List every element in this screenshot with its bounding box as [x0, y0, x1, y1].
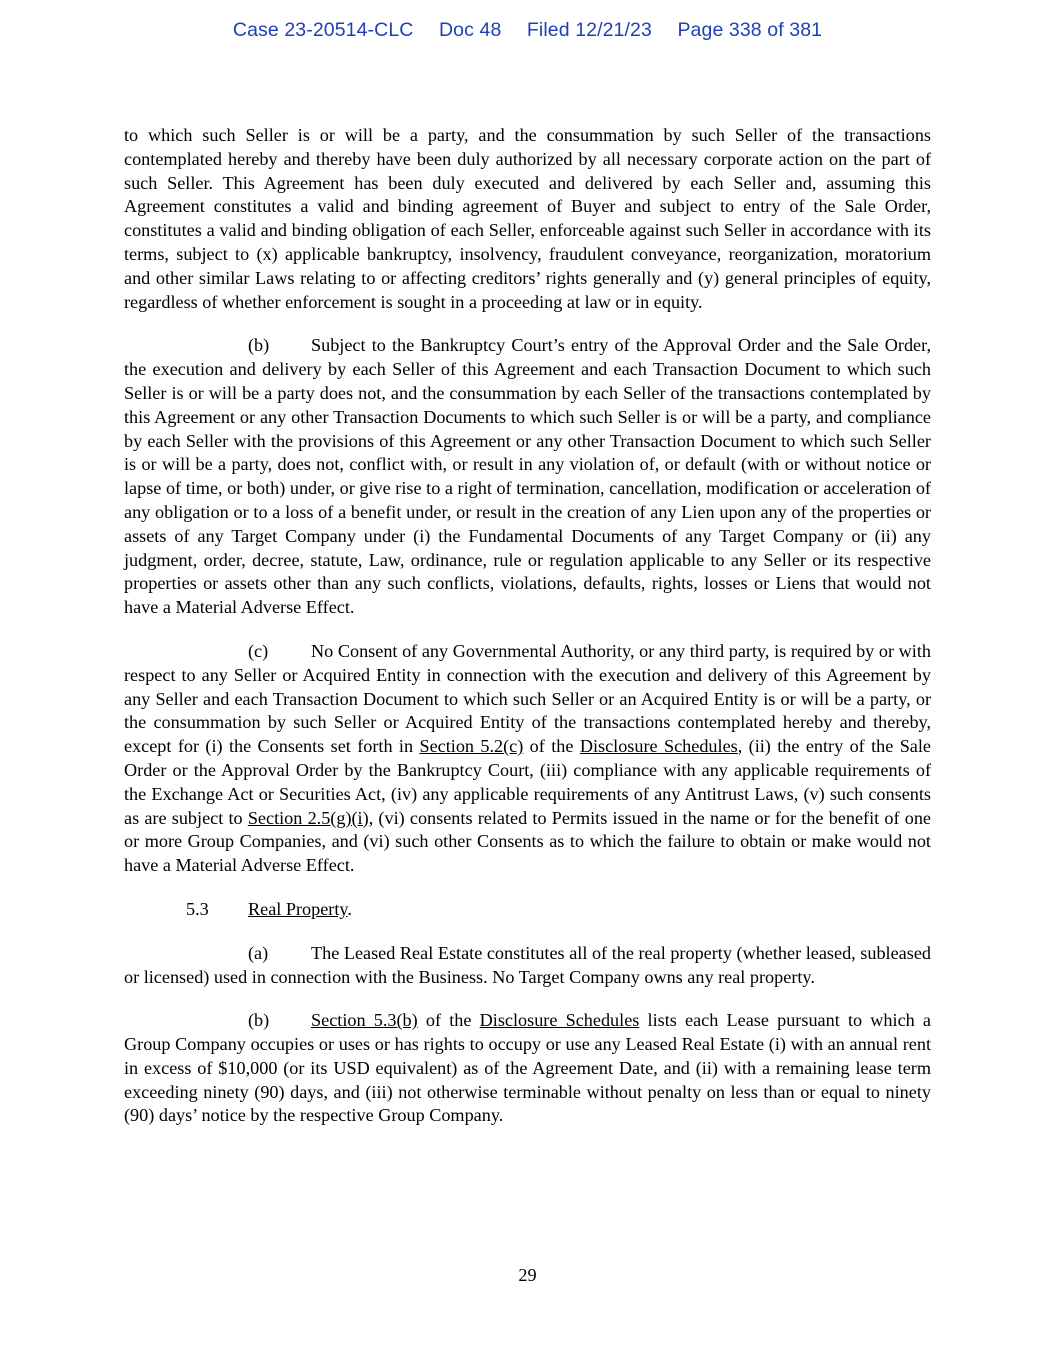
- disclosure-schedules-reference: Disclosure Schedules: [579, 736, 738, 757]
- clause-label-b: (b): [248, 335, 270, 356]
- doc-number: Doc 48: [439, 19, 502, 41]
- clause-c-text-2: of the: [523, 736, 580, 757]
- clause-c-text-3: , (ii) the entry of the Sale Order or the Approval Order by the Bankruptcy Court, (iii) compliance with any applicable requirements of the Exchange Act or Securities Act, (iv) any applicable requirements of any Antitrust Laws, (v) such consents as are subject to: [124, 736, 932, 828]
- paragraph-5-2-b: [124, 334, 931, 620]
- court-filing-header: [0, 19, 1055, 42]
- section-5-3-heading: [186, 898, 931, 922]
- case-number: Case 23-20514-CLC: [232, 19, 414, 41]
- filed-date: Filed 12/21/23: [526, 19, 652, 41]
- disclosure-schedules-reference-2: Disclosure Schedules: [479, 1010, 640, 1031]
- paragraph-5-3-b: [124, 1009, 931, 1128]
- section-title: Real Property: [248, 898, 348, 919]
- section-number: 5.3: [186, 898, 209, 919]
- paragraph-continuation: to which such Seller is or will be a party, and the consummation by such Seller of the transactions contemplated hereby and thereby have been duly authorized by all necessary corporate action on the part of such Seller. This Agreement has been duly executed and delivered by each Seller and, assuming this Agreement constitutes a valid and binding agreement of Buyer and subject to entry of the Sale Order, constitutes a valid and binding obligation of each Seller, enforceable against such Seller in accordance with its terms, subject to (x) applicable bankruptcy, insolvency, fraudulent conveyance, reorganization, moratorium and other similar Laws relating to or affecting creditors’ rights generally and (y) general principles of equity, regardless of whether enforcement is sought in a proceeding at law or in equity.: [124, 125, 931, 312]
- clause-label-a: (a): [248, 942, 269, 963]
- clause-label-c: (c): [248, 640, 269, 661]
- paragraph-5-3-a: [124, 942, 931, 990]
- clause-b-text: Subject to the Bankruptcy Court’s entry of the Approval Order and the Sale Order, the execution and delivery by each Seller of this Agreement and each Transaction Document to which such Seller is or will be a party does not, and the consummation by each Seller of the transactions contemplated by this Agreement or any other Transaction Documents to which such Seller is or will be a party, and compliance by each Seller with the provisions of this Agreement or any other Transaction Document to which such Seller is or will be a party, does not, conflict with, or result in any violation of, or default (with or without notice or lapse of time, or both) under, or give rise to a right of termination, cancellation, modification or acceleration of any obligation or to a loss of a benefit under, or result in the creation of any Lien upon any of the properties or assets of any Target Company under (i) the Fundamental Documents of any Target Company or (ii) any judgment, order, decree, statute, Law, ordinance, rule or regulation applicable to any Seller or its respective properties or assets other than any such conflicts, violations, defaults, rights, losses or Liens that would not have a Material Adverse Effect.: [124, 335, 931, 618]
- clause-c-text-4: , (vi) consents related to Permits issued in the name or for the benefit of one or more Group Companies, and (vi) such other Consents as to which the failure to obtain or make would not have a Material Adverse Effect.: [124, 807, 932, 876]
- paragraph-5-2-c: [124, 640, 931, 878]
- section-5-2-c-reference: Section 5.2(c): [419, 736, 524, 757]
- document-body: [124, 124, 931, 1148]
- clause-c-text-1: No Consent of any Governmental Authority, or any third party, is required by or with respect to any Seller or Acquired Entity in connection with the execution and delivery of this Agreement by any Seller and each Transaction Document to which such Seller or an Acquired Entity is or will be a party, or the consummation by such Seller or Acquired Entity of the transactions contemplated hereby and thereby, except for (i) the Consents set forth in: [124, 640, 931, 757]
- clause-a-text: The Leased Real Estate constitutes all of the real property (whether leased, subleased or licensed) used in connection with the Business. No Target Company owns any real property.: [124, 942, 931, 987]
- section-5-3-b-reference: Section 5.3(b): [311, 1010, 418, 1031]
- page-count: Page 338 of 381: [677, 19, 823, 41]
- clause-b2-text-2: lists each Lease pursuant to which a Group Company occupies or uses or has rights to occupy or use any Leased Real Estate (i) with an annual rent in excess of $10,000 (or its USD equivalent) as of the Agreement Date, and (ii) with a remaining lease term exceeding ninety (90) days, and (iii) not otherwise terminable without penalty on less than or equal to ninety (90) days’ notice by the respective Group Company.: [124, 1010, 931, 1126]
- section-title-period: .: [347, 898, 352, 919]
- page-number: 29: [518, 1265, 537, 1285]
- clause-label-b-2: (b): [248, 1010, 270, 1031]
- clause-b2-text-1: of the: [417, 1010, 480, 1031]
- section-2-5-g-i-reference: Section 2.5(g)(i): [247, 807, 369, 828]
